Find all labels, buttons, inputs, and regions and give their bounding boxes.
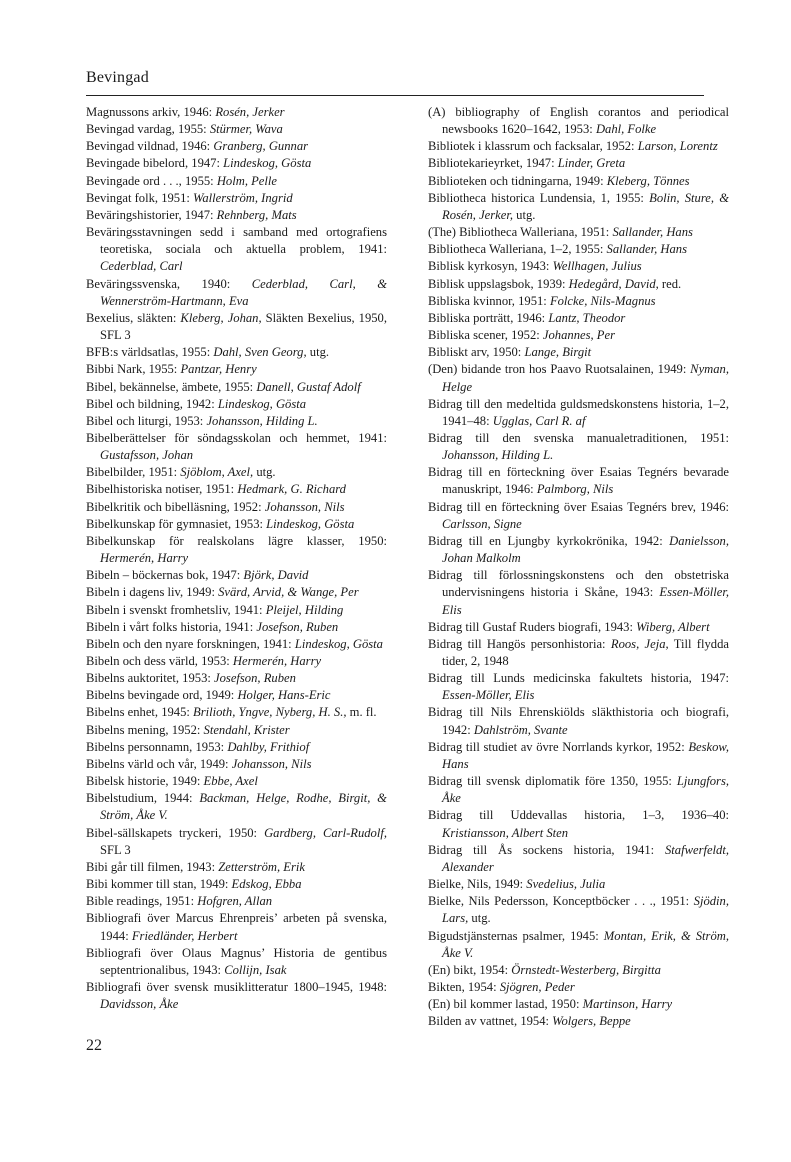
index-entry xyxy=(428,361,729,395)
entry-author: Carlsson, Signe xyxy=(442,516,522,531)
index-entry xyxy=(86,344,387,361)
index-entry xyxy=(86,687,387,704)
entry-title: Bible readings, 1951: xyxy=(86,894,198,909)
entry-author: Rehnberg, Mats xyxy=(216,207,297,222)
index-entry xyxy=(86,636,387,653)
index-entry xyxy=(428,842,729,876)
entry-title: Bevingad vardag, 1955: xyxy=(86,122,210,137)
entry-title: Bibelbilder, 1951: xyxy=(86,465,181,480)
entry-author: Brilioth, Yngve, Nyberg, H. S., xyxy=(193,705,347,720)
entry-title: Bibeln i vårt folks historia, 1941: xyxy=(86,619,257,634)
index-entry xyxy=(428,430,729,464)
index-entry xyxy=(86,567,387,584)
entry-title: Bidrag till en förteckning över Esaias Tegnérs bevarade manuskript, 1946: xyxy=(428,465,729,497)
index-entry xyxy=(428,190,729,224)
entry-title: Bidrag till en Ljungby kyrkokrönika, 1942: xyxy=(428,533,670,548)
index-entry xyxy=(86,825,387,859)
index-entry xyxy=(86,464,387,481)
index-entry xyxy=(428,670,729,704)
index-entry xyxy=(86,670,387,687)
index-entry xyxy=(428,773,729,807)
entry-title: (En) bil kommer lastad, 1950: xyxy=(428,997,583,1012)
entry-suffix: utg. xyxy=(468,911,491,926)
entry-title: Bibelsk historie, 1949: xyxy=(86,774,204,789)
entry-title: Beväringssvenska, 1940: xyxy=(86,276,252,291)
entry-author: Wiberg, Albert xyxy=(636,619,710,634)
index-entry xyxy=(428,567,729,618)
entry-author: Gardberg, Carl-Rudolf, xyxy=(264,825,387,840)
index-entry xyxy=(86,121,387,138)
entry-title: Bibelns bevingade ord, 1949: xyxy=(86,688,238,703)
entry-title: Bibliotekarieyrket, 1947: xyxy=(428,156,558,171)
header-rule xyxy=(86,95,704,96)
index-entry xyxy=(86,773,387,790)
index-entry xyxy=(428,704,729,738)
entry-author: Granberg, Gunnar xyxy=(213,139,309,154)
index-entry xyxy=(428,499,729,533)
entry-title: Bibliografi över Olaus Magnus’ Historia de gentibus septentrionalibus, 1943: xyxy=(86,945,387,977)
index-entry xyxy=(86,704,387,721)
index-entry xyxy=(86,876,387,893)
entry-author: Hedegård, David, xyxy=(568,276,659,291)
index-entry xyxy=(86,979,387,1013)
entry-author: Ugglas, Carl R. af xyxy=(492,413,586,428)
entry-title: BFB:s världsatlas, 1955: xyxy=(86,345,214,360)
entry-title: Bibelberättelser för söndagsskolan och hemmet, 1941: xyxy=(86,430,387,445)
entry-suffix: m. fl. xyxy=(346,705,377,720)
entry-title: Bibelstudium, 1944: xyxy=(86,791,200,806)
entry-suffix: utg. xyxy=(513,207,536,222)
entry-title: Bibliotheca historica Lundensia, 1, 1955: xyxy=(428,190,650,205)
index-entry xyxy=(86,481,387,498)
entry-author: Zetterström, Erik xyxy=(218,859,305,874)
index-entry xyxy=(86,739,387,756)
entry-author: Sjögren, Peder xyxy=(499,979,575,994)
entry-author: Josefson, Ruben xyxy=(214,671,296,686)
entry-author: Sjöblom, Axel, xyxy=(180,465,254,480)
index-entry xyxy=(86,859,387,876)
index-entry xyxy=(86,138,387,155)
index-entry xyxy=(86,516,387,533)
index-entry xyxy=(86,790,387,824)
entry-title: Bibelkritik och bibelläsning, 1952: xyxy=(86,499,265,514)
entry-author: Dahlström, Svante xyxy=(473,722,568,737)
entry-author: Essen-Möller, Elis xyxy=(442,688,535,703)
entry-title: Bibelns auktoritet, 1953: xyxy=(86,671,215,686)
entry-author: Rosén, Jerker xyxy=(215,105,285,119)
entry-author: Josefson, Ruben xyxy=(256,619,339,634)
entry-title: (The) Bibliotheca Walleriana, 1951: xyxy=(428,225,613,240)
entry-author: Lindeskog, Gösta xyxy=(223,156,312,171)
entry-title: Beväringshistorier, 1947: xyxy=(86,207,217,222)
entry-author: Dahl, Folke xyxy=(595,122,657,137)
entry-author: Stafwerfeldt, Alexander xyxy=(442,842,729,874)
entry-title: Bibliotheca Walleriana, 1–2, 1955: xyxy=(428,242,607,257)
index-entry xyxy=(428,138,729,155)
entry-author: Friedländer, Herbert xyxy=(131,928,238,943)
entry-title: Bibeln i dagens liv, 1949: xyxy=(86,585,219,600)
index-entry xyxy=(86,584,387,601)
entry-title: Bibeln och den nyare forskningen, 1941: xyxy=(86,636,295,651)
entry-title: Bigudstjänsternas psalmer, 1945: xyxy=(428,928,604,943)
entry-title: Bibel, bekännelse, ämbete, 1955: xyxy=(86,379,257,394)
index-entry xyxy=(428,173,729,190)
index-entry xyxy=(86,945,387,979)
entry-title: Bidrag till en förteckning över Esaias Tegnérs brev, 1946: xyxy=(428,499,729,514)
entry-title: Bilden av vattnet, 1954: xyxy=(428,1014,553,1029)
entry-suffix: Till flydda tider, 2, 1948 xyxy=(442,636,729,668)
entry-author: Stendahl, Krister xyxy=(203,722,290,737)
entry-author: Hofgren, Allan xyxy=(197,894,273,909)
entry-author: Folcke, Nils-Magnus xyxy=(549,293,656,308)
entry-author: Pantzar, Henry xyxy=(180,362,257,377)
entry-author: Stürmer, Wava xyxy=(209,122,283,137)
page-number: 22 xyxy=(86,1037,102,1054)
entry-title: Bibliska porträtt, 1946: xyxy=(428,310,549,325)
index-entry xyxy=(86,310,387,344)
entry-title: Bibliskt arv, 1950: xyxy=(428,345,525,360)
entry-title: Bevingade bibelord, 1947: xyxy=(86,156,224,171)
entry-title: Bibelns värld och vår, 1949: xyxy=(86,756,232,771)
index-entry xyxy=(428,636,729,670)
entry-author: Holger, Hans-Eric xyxy=(237,688,331,703)
index-entry xyxy=(86,276,387,310)
index-entry xyxy=(428,310,729,327)
entry-author: Davidsson, Åke xyxy=(100,997,179,1012)
entry-author: Sallander, Hans xyxy=(612,225,693,240)
entry-title: Bidrag till förlossningskonstens och den obstetriska undervisningens historia i Skåne, 1943: xyxy=(428,568,729,600)
entry-title: Bibeln och dess värld, 1953: xyxy=(86,654,233,668)
index-entry xyxy=(86,413,387,430)
entry-author: Kleberg, Tönnes xyxy=(606,173,690,188)
entry-title: Bibel-sällskapets tryckeri, 1950: xyxy=(86,825,265,840)
entry-author: Gustafsson, Johan xyxy=(100,448,194,463)
index-entry xyxy=(428,276,729,293)
entry-title: Bidrag till svensk diplomatik före 1350, 1955: xyxy=(428,774,677,789)
index-entry xyxy=(86,533,387,567)
entry-author: Cederblad, Carl, & Wennerström-Hartmann, Eva xyxy=(100,276,387,308)
index-entry xyxy=(428,396,729,430)
index-entry xyxy=(428,224,729,241)
entry-title: Bevingad vildnad, 1946: xyxy=(86,139,214,154)
index-entry xyxy=(428,241,729,258)
entry-title: Bibelns personnamn, 1953: xyxy=(86,739,228,754)
entry-author: Wallerström, Ingrid xyxy=(193,190,293,205)
entry-title: Bikten, 1954: xyxy=(428,979,500,994)
index-entry xyxy=(428,928,729,962)
entry-author: Nyman, Helge xyxy=(442,362,729,394)
entry-author: Danell, Gustaf Adolf xyxy=(256,379,361,394)
running-head: Bevingad xyxy=(86,69,149,86)
index-entry xyxy=(428,155,729,172)
entry-suffix: red. xyxy=(658,276,682,291)
entry-author: Dahl, Sven Georg, xyxy=(213,345,307,360)
entry-title: Bidrag till den svenska manualetraditionen, 1951: xyxy=(428,430,729,445)
entry-title: Bexelius, släkten: xyxy=(86,310,181,325)
entry-title: Beväringsstavningen sedd i samband med ortografiens teoretiska, sociala och aktuella problem, 1941: xyxy=(86,225,387,257)
entry-author: Montan, Erik, & Ström, Åke V. xyxy=(442,928,729,960)
entry-title: Magnussons arkiv, 1946: xyxy=(86,105,216,119)
entry-author: Lindeskog, Gösta xyxy=(294,636,383,651)
entry-title: Bibliografi över svensk musiklitteratur 1800–1945, 1948: xyxy=(86,979,387,994)
entry-author: Larson, Lorentz xyxy=(637,139,718,154)
index-entry xyxy=(86,396,387,413)
index-entry xyxy=(428,996,729,1013)
entry-title: Bibelhistoriska notiser, 1951: xyxy=(86,482,238,497)
entry-author: Martinson, Harry xyxy=(582,997,673,1012)
index-entry xyxy=(428,962,729,979)
entry-author: Collijn, Isak xyxy=(224,962,287,977)
index-entry xyxy=(428,876,729,893)
entry-title: Bibliotek i klassrum och facksalar, 1952: xyxy=(428,139,638,154)
entry-author: Backman, Helge, Rodhe, Birgit, & Ström, Åke V. xyxy=(100,791,387,823)
entry-title: Bidrag till Ås sockens historia, 1941: xyxy=(428,842,665,857)
entry-author: Danielsson, Johan Malkolm xyxy=(442,533,729,566)
index-entry xyxy=(86,361,387,378)
entry-author: Kleberg, Johan, xyxy=(180,310,262,325)
entry-title: Bevingat folk, 1951: xyxy=(86,190,194,205)
entry-author: Örnstedt-Westerberg, Birgitta xyxy=(511,962,661,977)
entry-title: Bidrag till Uddevallas historia, 1–3, 1936–40: xyxy=(428,808,729,823)
index-entry xyxy=(428,533,729,567)
entry-title: Bielke, Nils, 1949: xyxy=(428,877,527,892)
index-entry xyxy=(86,430,387,464)
entry-title: Bibi går till filmen, 1943: xyxy=(86,859,219,874)
index-entry xyxy=(428,344,729,361)
entry-author: Pleijel, Hilding xyxy=(265,602,344,617)
entry-title: Bibliografi över Marcus Ehrenpreis’ arbeten på svenska, 1944: xyxy=(86,911,387,943)
entry-author: Sallander, Hans xyxy=(606,242,687,257)
index-entry xyxy=(428,104,729,138)
index-entry xyxy=(428,739,729,773)
entry-suffix: Släkten Bexelius, 1950, SFL 3 xyxy=(100,310,387,343)
entry-author: Roos, Jeja, xyxy=(610,636,669,651)
entry-title: Bibelkunskap för realskolans lägre klasser, 1950: xyxy=(86,533,387,548)
entry-title: Biblioteken och tidningarna, 1949: xyxy=(428,173,607,188)
entry-title: Bibelns mening, 1952: xyxy=(86,722,204,737)
entry-title: Bibelns enhet, 1945: xyxy=(86,705,194,720)
index-entry xyxy=(428,979,729,996)
entry-author: Johansson, Nils xyxy=(264,499,345,514)
entry-author: Edskog, Ebba xyxy=(231,877,302,892)
index-entry xyxy=(86,104,387,121)
entry-title: Bidrag till studiet av övre Norrlands kyrkor, 1952: xyxy=(428,739,689,754)
entry-author: Johansson, Hilding L. xyxy=(206,413,318,428)
entry-author: Dahlby, Frithiof xyxy=(227,739,310,754)
entry-author: Kristiansson, Albert Sten xyxy=(442,825,569,840)
index-entry xyxy=(86,602,387,619)
index-entry xyxy=(86,155,387,172)
index-entry xyxy=(428,893,729,927)
index-entry xyxy=(428,619,729,636)
entry-author: Ljungfors, Åke xyxy=(442,774,729,806)
index-entry xyxy=(86,190,387,207)
entry-author: Svedelius, Julia xyxy=(526,877,606,892)
index-entry xyxy=(428,327,729,344)
index-entry xyxy=(428,258,729,275)
index-entry xyxy=(86,499,387,516)
entry-author: Svärd, Arvid, & Wange, Per xyxy=(218,585,359,600)
index-entry xyxy=(428,807,729,841)
entry-title: Bevingade ord . . ., 1955: xyxy=(86,173,217,188)
right-column xyxy=(428,104,729,1030)
index-entry xyxy=(86,910,387,944)
entry-title: Bidrag till den medeltida guldsmedskonstens historia, 1–2, 1941–48: xyxy=(428,396,729,428)
entry-author: Johannes, Per xyxy=(542,328,615,343)
entry-title: Bielke, Nils Pedersson, Konceptböcker . . ., 1951: xyxy=(428,894,694,909)
entry-title: Bidrag till Hangös personhistoria: xyxy=(428,636,611,651)
entry-title: Biblisk kyrkosyn, 1943: xyxy=(428,259,553,274)
entry-title: (En) bikt, 1954: xyxy=(428,962,512,977)
entry-author: Palmborg, Nils xyxy=(536,482,614,497)
index-entry xyxy=(86,619,387,636)
entry-author: Bolin, Sture, & Rosén, Jerker, xyxy=(442,190,729,222)
index-entry xyxy=(86,379,387,396)
entry-author: Lindeskog, Gösta xyxy=(266,516,355,531)
entry-title: Bibliska kvinnor, 1951: xyxy=(428,293,550,308)
entry-author: Hermerén, Harry xyxy=(232,654,322,668)
entry-author: Lindeskog, Gösta xyxy=(217,396,307,411)
entry-title: Bibbi Nark, 1955: xyxy=(86,362,181,377)
entry-title: (Den) bidande tron hos Paavo Ruotsalainen, 1949: xyxy=(428,362,691,377)
index-entry xyxy=(86,224,387,275)
entry-author: Linder, Greta xyxy=(557,156,626,171)
entry-title: Bidrag till Nils Ehrenskiölds släkthistoria och biografi, 1942: xyxy=(428,705,729,737)
entry-author: Beskow, Hans xyxy=(442,739,729,771)
entry-author: Lantz, Theodor xyxy=(548,310,626,325)
entry-title: Bibeln – böckernas bok, 1947: xyxy=(86,568,244,583)
entry-suffix: utg. xyxy=(253,465,276,480)
entry-title: Bibi kommer till stan, 1949: xyxy=(86,877,232,892)
entry-title: Bidrag till Gustaf Ruders biografi, 1943: xyxy=(428,619,637,634)
index-entry xyxy=(428,464,729,498)
entry-title: Bibel och bildning, 1942: xyxy=(86,396,218,411)
left-column xyxy=(86,104,387,1013)
entry-author: Hermerén, Harry xyxy=(100,551,189,566)
entry-author: Essen-Möller, Elis xyxy=(442,585,729,617)
entry-title: Bibliska scener, 1952: xyxy=(428,328,543,343)
index-entry xyxy=(86,756,387,773)
entry-author: Wellhagen, Julius xyxy=(552,259,642,274)
index-entry xyxy=(86,722,387,739)
entry-title: Bibeln i svenskt fromhetsliv, 1941: xyxy=(86,602,266,617)
entry-author: Wolgers, Beppe xyxy=(552,1014,631,1029)
entry-suffix: SFL 3 xyxy=(100,842,131,857)
index-entry xyxy=(86,653,387,670)
index-entry xyxy=(428,293,729,310)
entry-author: Johansson, Hilding L. xyxy=(442,448,554,463)
entry-author: Ebbe, Axel xyxy=(203,774,258,789)
entry-author: Björk, David xyxy=(243,568,309,583)
entry-author: Johansson, Nils xyxy=(231,756,312,771)
entry-suffix: utg. xyxy=(306,345,330,360)
entry-title: (A) bibliography of English corantos and periodical newsbooks 1620–1642, 1953: xyxy=(428,105,729,137)
index-entry xyxy=(86,173,387,190)
entry-author: Lange, Birgit xyxy=(524,345,592,360)
entry-author: Sjödin, Lars, xyxy=(442,894,729,926)
index-entry xyxy=(86,893,387,910)
index-entry xyxy=(86,207,387,224)
entry-title: Bibel och liturgi, 1953: xyxy=(86,413,207,428)
entry-author: Cederblad, Carl xyxy=(100,259,183,274)
entry-author: Hedmark, G. Richard xyxy=(237,482,346,497)
entry-title: Bidrag till Lunds medicinska fakultets historia, 1947: xyxy=(428,671,729,686)
entry-author: Holm, Pelle xyxy=(216,173,277,188)
entry-title: Biblisk uppslagsbok, 1939: xyxy=(428,276,569,291)
index-entry xyxy=(428,1013,729,1030)
entry-title: Bibelkunskap för gymnasiet, 1953: xyxy=(86,516,267,531)
